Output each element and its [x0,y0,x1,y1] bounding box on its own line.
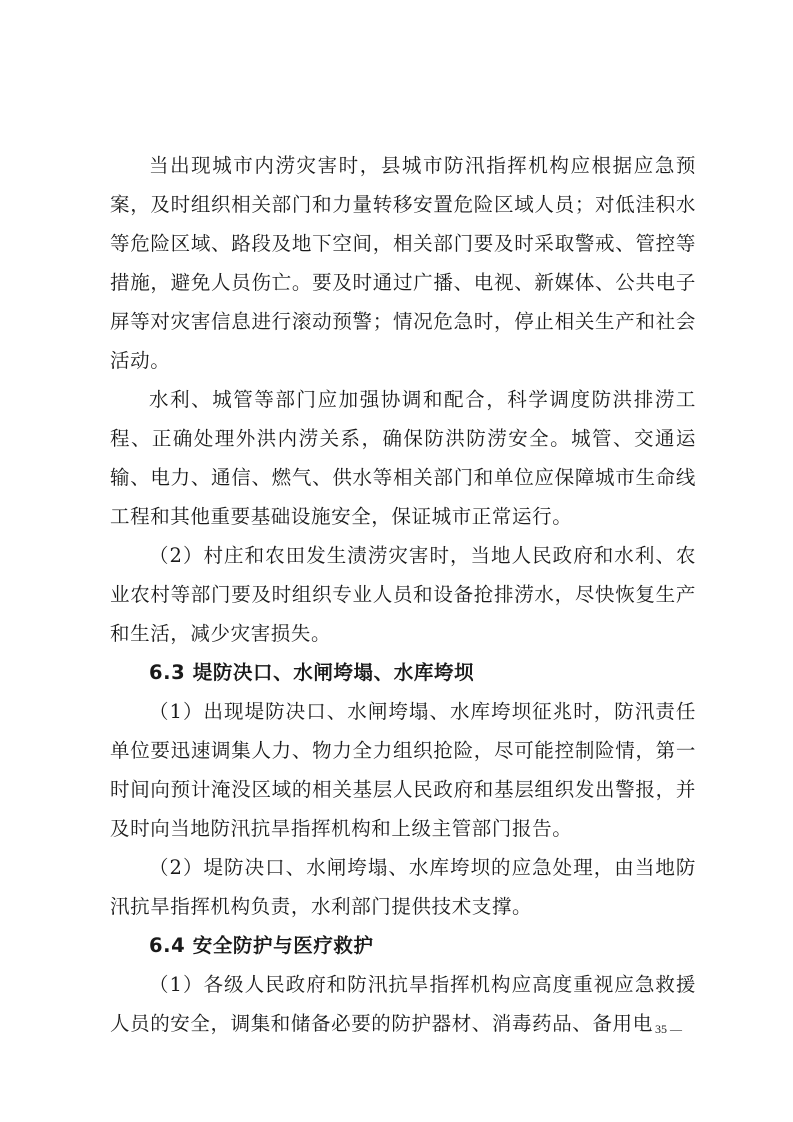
page-number: — 35 — [640,1022,682,1036]
section-heading-6-4: 6.4 安全防护与医疗救护 [149,934,374,957]
paragraph-coordination: 水利、城管等部门应加强协调和配合，科学调度防洪排涝工程、正确处理外洪内涝关系，确保防洪防涝安全。城管、交通运输、电力、通信、燃气、供水等相关部门和单位应保障城市生命线工程和其他重要基础设施安全，保证城市正常运行。 [110,388,696,528]
paragraph-dike-breach-handling: （2）堤防决口、水闸垮塌、水库垮坝的应急处理，由当地防汛抗旱指挥机构负责，水利部门提供技术支撑。 [110,856,696,918]
section-heading-6-3: 6.3 堤防决口、水闸垮塌、水库垮坝 [149,661,475,684]
paragraph-safety-protection: （1）各级人民政府和防汛抗旱指挥机构应高度重视应急救援人员的安全，调集和储备必要的防护器材、消毒药品、备用电 [110,973,696,1035]
paragraph-urban-waterlogging: 当出现城市内涝灾害时，县城市防汛指挥机构应根据应急预案，及时组织相关部门和力量转移安置危险区域人员；对低洼积水等危险区域、路段及地下空间，相关部门要及时采取警戒、管控等措施，避免人员伤亡。要及时通过广播、电视、新媒体、公共电子屏等对灾害信息进行滚动预警；情况危急时，停止相关生产和社会活动。 [110,154,696,372]
paragraph-dike-breach-warning: （1）出现堤防决口、水闸垮塌、水库垮坝征兆时，防汛责任单位要迅速调集人力、物力全力组织抢险，尽可能控制险情，第一时间向预计淹没区域的相关基层人民政府和基层组织发出警报，并及时向当地防汛抗旱指挥机构和上级主管部门报告。 [110,700,696,840]
document-body [110,146,696,1043]
paragraph-village-farmland: （2）村庄和农田发生渍涝灾害时，当地人民政府和水利、农业农村等部门要及时组织专业人员和设备抢排涝水，尽快恢复生产和生活，减少灾害损失。 [110,544,696,645]
